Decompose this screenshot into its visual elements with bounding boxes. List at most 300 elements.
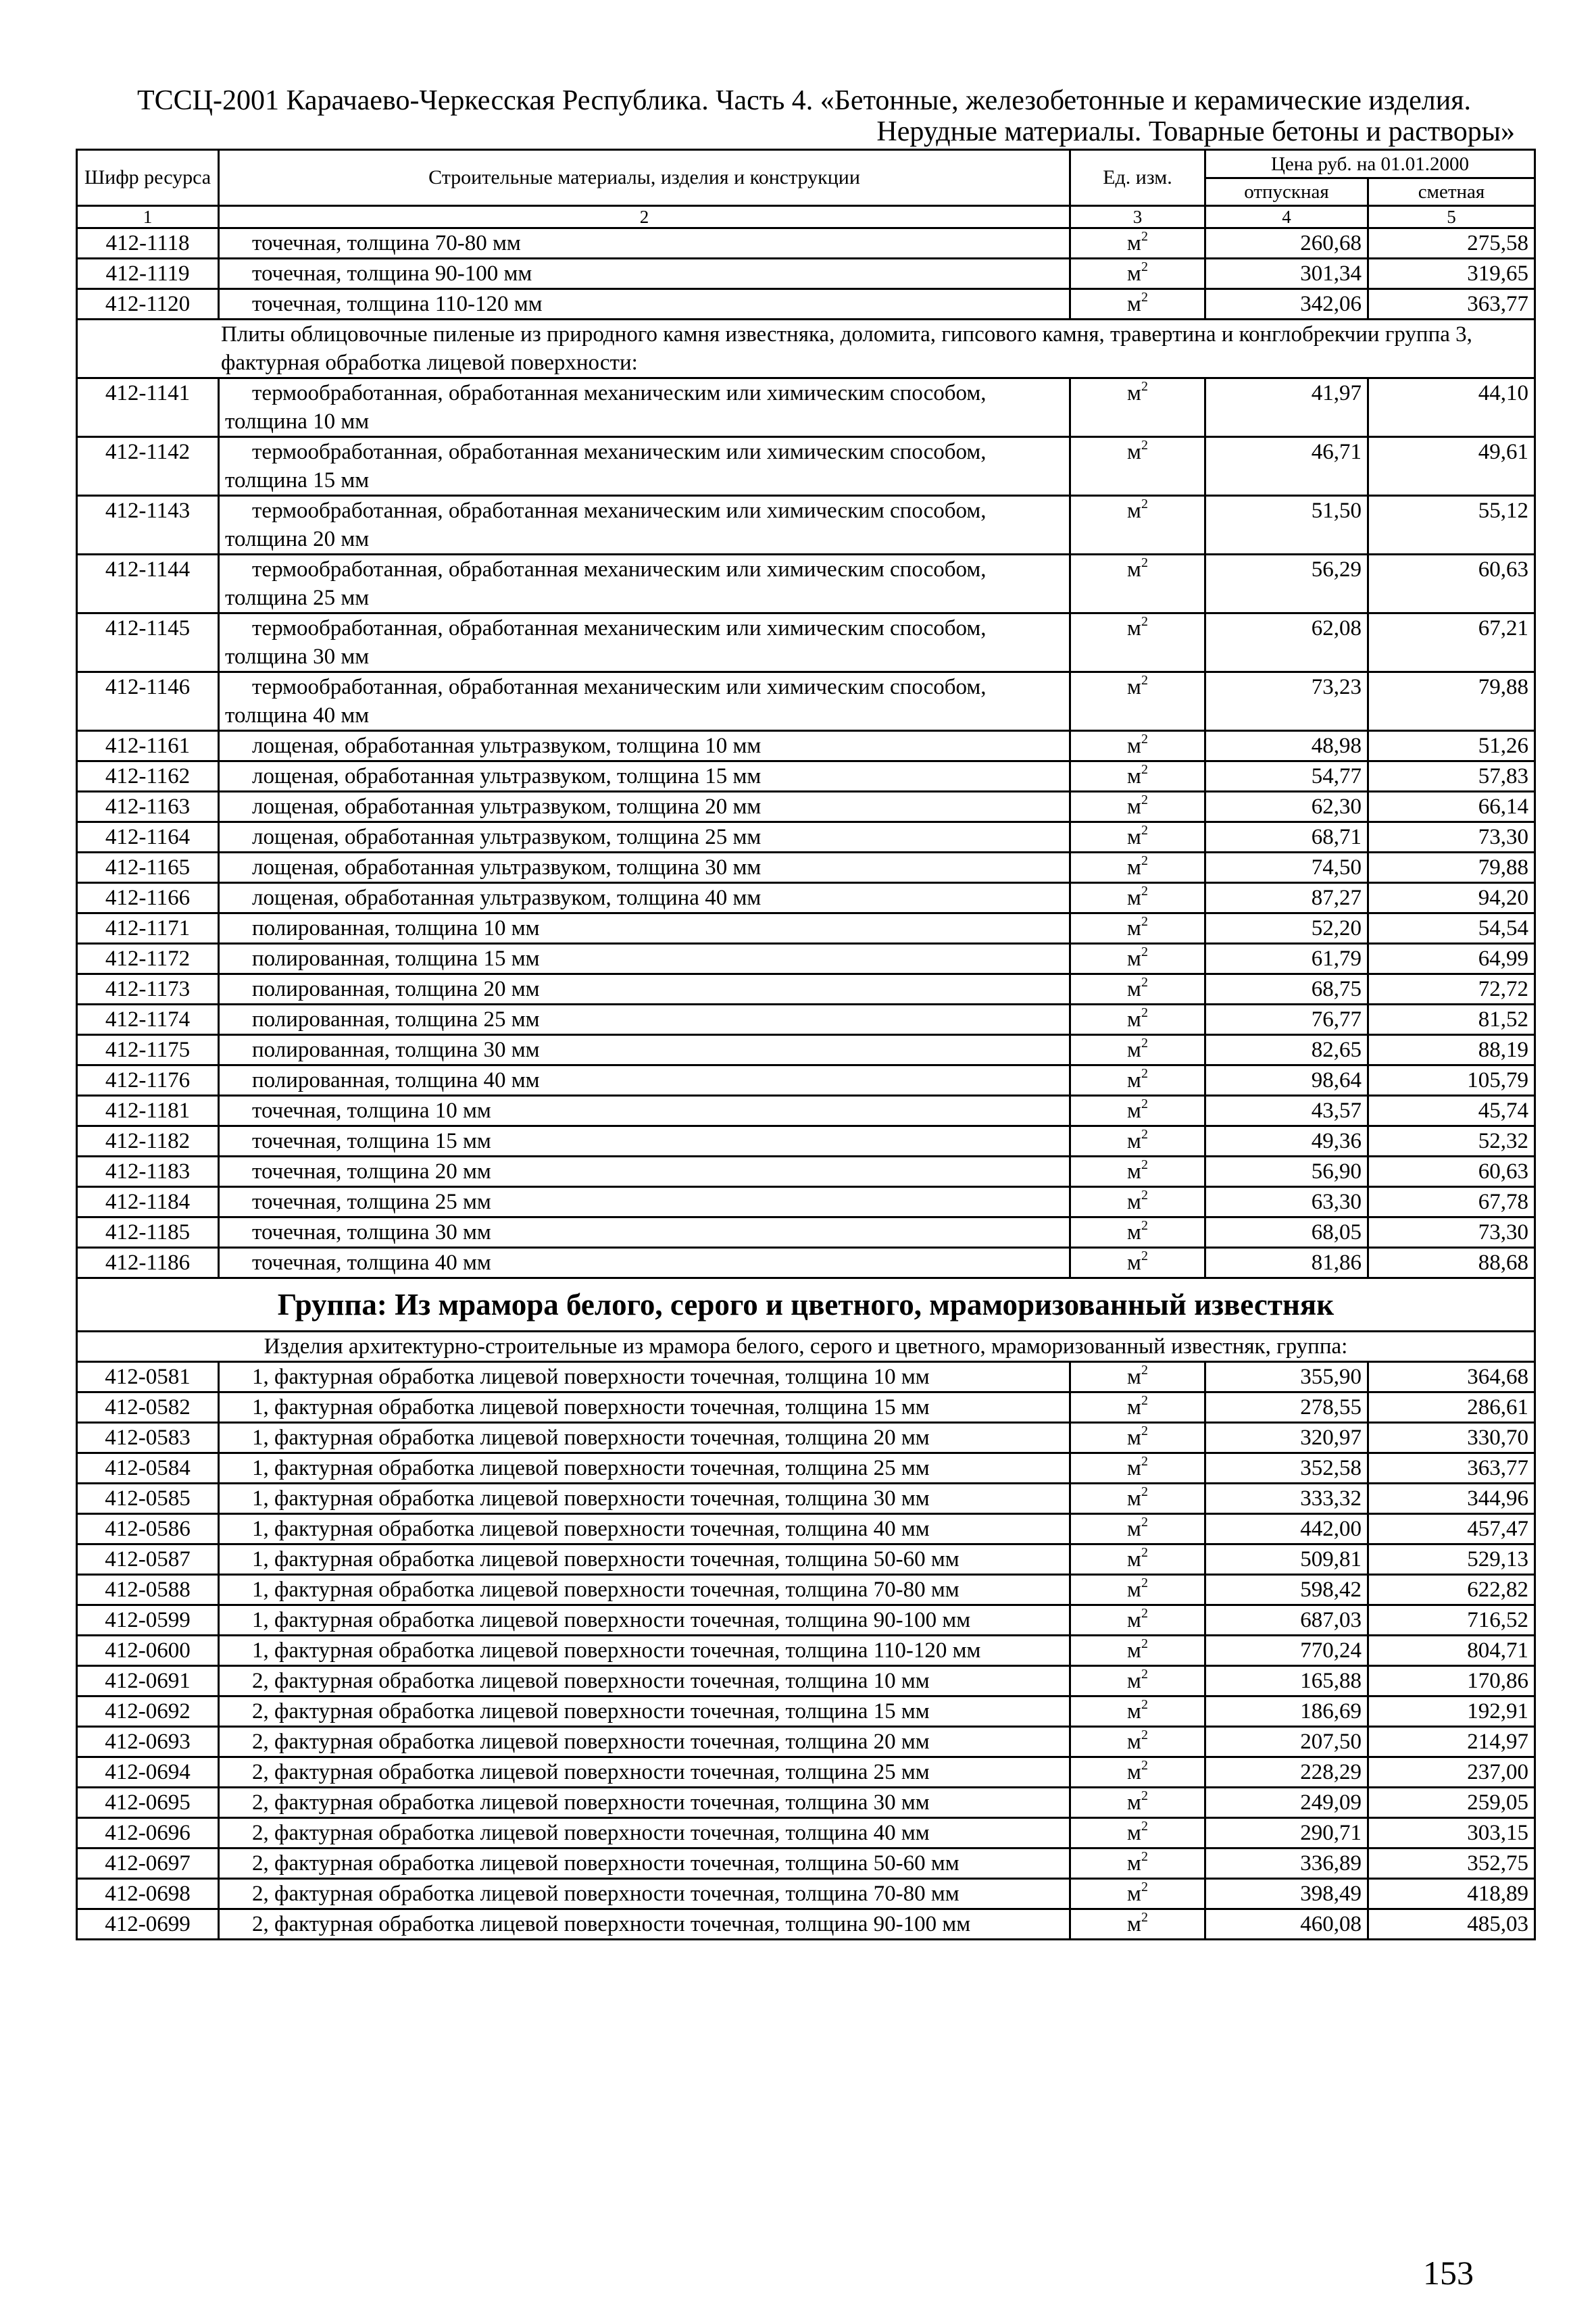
resource-code: 412-0581 [77,1362,219,1392]
material-name: 1, фактурная обработка лицевой поверхности точечная, толщина 30 мм [219,1484,1070,1514]
material-name: термообработанная, обработанная механическим или химическим способом, толщина 25 мм [219,555,1070,613]
table-row [77,1035,1535,1065]
resource-code: 412-1145 [77,613,219,672]
unit-power: 2 [1141,229,1148,244]
unit-cell [1070,1818,1205,1848]
resource-code: 412-0588 [77,1575,219,1605]
table-header-row [77,150,1535,178]
release-price: 460,08 [1205,1909,1368,1940]
header-release-price: отпускная [1205,178,1368,206]
material-name: 1, фактурная обработка лицевой поверхности точечная, толщина 10 мм [219,1362,1070,1392]
estimate-price: 259,05 [1368,1788,1535,1818]
table-row [77,761,1535,792]
resource-code: 412-1184 [77,1187,219,1217]
estimate-price: 418,89 [1368,1879,1535,1909]
unit-power: 2 [1141,259,1148,274]
material-name: 1, фактурная обработка лицевой поверхности точечная, толщина 90-100 мм [219,1605,1070,1636]
release-price: 62,08 [1205,613,1368,672]
release-price: 398,49 [1205,1879,1368,1909]
unit-text: м [1127,231,1141,255]
material-name: точечная, толщина 90-100 мм [219,259,1070,289]
unit-power: 2 [1141,379,1148,394]
material-name: 1, фактурная обработка лицевой поверхности точечная, толщина 50-60 мм [219,1544,1070,1575]
unit-text: м [1127,1129,1141,1153]
table-row [77,378,1535,437]
material-name: термообработанная, обработанная механическим или химическим способом, толщина 20 мм [219,496,1070,555]
unit-text: м [1127,1578,1141,1602]
unit-power: 2 [1141,732,1148,747]
unit-cell [1070,1636,1205,1666]
table-row [77,883,1535,913]
estimate-price: 192,91 [1368,1696,1535,1727]
estimate-price: 44,10 [1368,378,1535,437]
unit-power: 2 [1141,1127,1148,1142]
material-name: точечная, толщина 30 мм [219,1217,1070,1248]
unit-power: 2 [1141,1880,1148,1894]
header-price: Цена руб. на 01.01.2000 [1205,150,1535,178]
unit-power: 2 [1141,762,1148,777]
estimate-price: 88,68 [1368,1248,1535,1278]
unit-power: 2 [1141,1788,1148,1803]
unit-power: 2 [1141,1728,1148,1742]
unit-text: м [1127,1669,1141,1693]
table-row [77,1636,1535,1666]
unit-text: м [1127,916,1141,940]
table-row [77,1484,1535,1514]
unit-power: 2 [1141,290,1148,305]
release-price: 82,65 [1205,1035,1368,1065]
unit-cell [1070,822,1205,853]
resource-code: 412-1173 [77,974,219,1005]
table-row [77,228,1535,259]
unit-cell [1070,437,1205,496]
unit-power: 2 [1141,1036,1148,1051]
estimate-price: 485,03 [1368,1909,1535,1940]
unit-power: 2 [1141,1545,1148,1560]
unit-text: м [1127,1730,1141,1754]
resource-code: 412-1141 [77,378,219,437]
unit-cell [1070,913,1205,944]
unit-cell [1070,1879,1205,1909]
resource-code: 412-0583 [77,1423,219,1453]
material-name: 1, фактурная обработка лицевой поверхности точечная, толщина 40 мм [219,1514,1070,1544]
table-row [77,555,1535,613]
release-price: 61,79 [1205,944,1368,974]
release-price: 260,68 [1205,228,1368,259]
table-row [77,1065,1535,1096]
material-name: 1, фактурная обработка лицевой поверхности точечная, толщина 70-80 мм [219,1575,1070,1605]
unit-cell [1070,731,1205,761]
table-row [77,1453,1535,1484]
unit-power: 2 [1141,945,1148,959]
material-name: 2, фактурная обработка лицевой поверхности точечная, толщина 15 мм [219,1696,1070,1727]
unit-cell [1070,1035,1205,1065]
resource-code: 412-0586 [77,1514,219,1544]
unit-text: м [1127,1821,1141,1845]
material-name: термообработанная, обработанная механическим или химическим способом, толщина 15 мм [219,437,1070,496]
unit-power: 2 [1141,614,1148,629]
unit-power: 2 [1141,1157,1148,1172]
estimate-price: 352,75 [1368,1848,1535,1879]
table-row [77,1605,1535,1636]
price-table [76,149,1536,1940]
unit-text: м [1127,977,1141,1001]
column-number: 1 [77,206,219,228]
resource-code: 412-0600 [77,1636,219,1666]
estimate-price: 72,72 [1368,974,1535,1005]
estimate-price: 67,78 [1368,1187,1535,1217]
unit-cell [1070,1757,1205,1788]
release-price: 49,36 [1205,1126,1368,1157]
subgroup-heading: Изделия архитектурно-строительные из мрамора белого, серого и цветного, мраморизованный известняк, группа: [77,1332,1535,1362]
unit-power: 2 [1141,1097,1148,1111]
estimate-price: 55,12 [1368,496,1535,555]
unit-power: 2 [1141,555,1148,570]
material-name: полированная, толщина 20 мм [219,974,1070,1005]
material-name: лощеная, обработанная ультразвуком, толщина 20 мм [219,792,1070,822]
unit-power: 2 [1141,1005,1148,1020]
header-unit: Ед. изм. [1070,150,1205,206]
estimate-price: 457,47 [1368,1514,1535,1544]
unit-cell [1070,1666,1205,1696]
material-name: лощеная, обработанная ультразвуком, толщина 15 мм [219,761,1070,792]
material-name: полированная, толщина 25 мм [219,1005,1070,1035]
material-name: 2, фактурная обработка лицевой поверхности точечная, толщина 40 мм [219,1818,1070,1848]
release-price: 48,98 [1205,731,1368,761]
table-row [77,1757,1535,1788]
column-number: 4 [1205,206,1368,228]
unit-power: 2 [1141,1066,1148,1081]
resource-code: 412-1174 [77,1005,219,1035]
unit-cell [1070,496,1205,555]
resource-code: 412-1176 [77,1065,219,1096]
resource-code: 412-1165 [77,853,219,883]
release-price: 228,29 [1205,1757,1368,1788]
release-price: 43,57 [1205,1096,1368,1126]
material-name: полированная, толщина 10 мм [219,913,1070,944]
release-price: 342,06 [1205,289,1368,320]
unit-text: м [1127,1882,1141,1906]
table-row [77,1248,1535,1278]
table-row [77,1217,1535,1248]
release-price: 63,30 [1205,1187,1368,1217]
column-number: 2 [219,206,1070,228]
unit-power: 2 [1141,914,1148,929]
resource-code: 412-1181 [77,1096,219,1126]
unit-text: м [1127,292,1141,316]
estimate-price: 54,54 [1368,913,1535,944]
unit-text: м [1127,1608,1141,1632]
unit-power: 2 [1141,853,1148,868]
material-name: лощеная, обработанная ультразвуком, толщина 10 мм [219,731,1070,761]
unit-cell [1070,792,1205,822]
unit-cell [1070,1788,1205,1818]
release-price: 290,71 [1205,1818,1368,1848]
table-row [77,1727,1535,1757]
table-row [77,1362,1535,1392]
material-name: точечная, толщина 15 мм [219,1126,1070,1157]
unit-power: 2 [1141,1393,1148,1408]
table-row [77,1879,1535,1909]
material-name: 2, фактурная обработка лицевой поверхности точечная, толщина 50-60 мм [219,1848,1070,1879]
header-estimate-price: сметная [1368,178,1535,206]
document-title-line-1: ТССЦ-2001 Карачаево-Черкесская Республика. Часть 4. «Бетонные, железобетонные и керамические изделия. [136,85,1472,116]
estimate-price: 45,74 [1368,1096,1535,1126]
release-price: 355,90 [1205,1362,1368,1392]
estimate-price: 64,99 [1368,944,1535,974]
unit-text: м [1127,1159,1141,1184]
resource-code: 412-1166 [77,883,219,913]
resource-code: 412-1182 [77,1126,219,1157]
resource-code: 412-1175 [77,1035,219,1065]
resource-code: 412-1183 [77,1157,219,1187]
unit-cell [1070,555,1205,613]
estimate-price: 94,20 [1368,883,1535,913]
unit-power: 2 [1141,823,1148,838]
resource-code: 412-1163 [77,792,219,822]
resource-code: 412-0584 [77,1453,219,1484]
estimate-price: 49,61 [1368,437,1535,496]
table-row [77,792,1535,822]
release-price: 52,20 [1205,913,1368,944]
table-row [77,731,1535,761]
unit-cell [1070,1157,1205,1187]
unit-cell [1070,1217,1205,1248]
estimate-price: 622,82 [1368,1575,1535,1605]
unit-text: м [1127,616,1141,640]
unit-text: м [1127,1426,1141,1450]
table-row [77,672,1535,731]
resource-code: 412-0698 [77,1879,219,1909]
table-row [77,1392,1535,1423]
estimate-price: 60,63 [1368,555,1535,613]
resource-code: 412-1162 [77,761,219,792]
release-price: 46,71 [1205,437,1368,496]
unit-text: м [1127,1190,1141,1214]
unit-cell [1070,883,1205,913]
material-name: термообработанная, обработанная механическим или химическим способом, толщина 40 мм [219,672,1070,731]
unit-power: 2 [1141,1819,1148,1834]
unit-power: 2 [1141,1667,1148,1682]
resource-code: 412-1143 [77,496,219,555]
table-row [77,289,1535,320]
release-price: 68,71 [1205,822,1368,853]
table-row [77,259,1535,289]
unit-text: м [1127,440,1141,464]
unit-power: 2 [1141,1454,1148,1469]
estimate-price: 529,13 [1368,1544,1535,1575]
unit-cell [1070,1096,1205,1126]
unit-text: м [1127,1851,1141,1876]
material-name: 2, фактурная обработка лицевой поверхности точечная, толщина 25 мм [219,1757,1070,1788]
estimate-price: 57,83 [1368,761,1535,792]
unit-text: м [1127,947,1141,971]
resource-code: 412-0693 [77,1727,219,1757]
release-price: 352,58 [1205,1453,1368,1484]
page-number: 153 [1423,2254,1474,2292]
estimate-price: 344,96 [1368,1484,1535,1514]
resource-code: 412-1118 [77,228,219,259]
material-name: 2, фактурная обработка лицевой поверхности точечная, толщина 30 мм [219,1788,1070,1818]
unit-power: 2 [1141,1363,1148,1378]
release-price: 207,50 [1205,1727,1368,1757]
resource-code: 412-0585 [77,1484,219,1514]
estimate-price: 79,88 [1368,853,1535,883]
material-name: 2, фактурная обработка лицевой поверхности точечная, толщина 70-80 мм [219,1879,1070,1909]
resource-code: 412-1144 [77,555,219,613]
unit-cell [1070,289,1205,320]
section-heading: Плиты облицовочные пиленые из природного камня известняка, доломита, гипсового камня, травертина и конглобрекчии группа 3, фактурная обработка лицевой поверхности: [77,320,1535,378]
table-row [77,1096,1535,1126]
unit-cell [1070,1514,1205,1544]
unit-power: 2 [1141,1249,1148,1263]
estimate-price: 66,14 [1368,792,1535,822]
unit-cell [1070,1605,1205,1636]
table-row [77,1666,1535,1696]
release-price: 320,97 [1205,1423,1368,1453]
estimate-price: 73,30 [1368,822,1535,853]
table-row [77,1514,1535,1544]
unit-text: м [1127,557,1141,582]
unit-text: м [1127,1699,1141,1724]
unit-power: 2 [1141,1484,1148,1499]
release-price: 51,50 [1205,496,1368,555]
resource-code: 412-1164 [77,822,219,853]
release-price: 76,77 [1205,1005,1368,1035]
unit-text: м [1127,825,1141,849]
resource-code: 412-1142 [77,437,219,496]
unit-text: м [1127,1638,1141,1663]
resource-code: 412-1119 [77,259,219,289]
release-price: 54,77 [1205,761,1368,792]
unit-cell [1070,378,1205,437]
estimate-price: 363,77 [1368,1453,1535,1484]
release-price: 598,42 [1205,1575,1368,1605]
release-price: 509,81 [1205,1544,1368,1575]
table-body [77,228,1535,1940]
group-heading-row [77,1278,1535,1332]
estimate-price: 60,63 [1368,1157,1535,1187]
column-number: 3 [1070,206,1205,228]
material-name: точечная, толщина 25 мм [219,1187,1070,1217]
unit-text: м [1127,734,1141,758]
material-name: 1, фактурная обработка лицевой поверхности точечная, толщина 25 мм [219,1453,1070,1484]
resource-code: 412-1171 [77,913,219,944]
release-price: 98,64 [1205,1065,1368,1096]
unit-cell [1070,259,1205,289]
unit-power: 2 [1141,1849,1148,1864]
unit-text: м [1127,1486,1141,1511]
release-price: 165,88 [1205,1666,1368,1696]
estimate-price: 804,71 [1368,1636,1535,1666]
material-name: термообработанная, обработанная механическим или химическим способом, толщина 30 мм [219,613,1070,672]
document-title-line-2: Нерудные материалы. Товарные бетоны и растворы» [876,116,1515,147]
estimate-price: 73,30 [1368,1217,1535,1248]
unit-text: м [1127,764,1141,788]
resource-code: 412-0582 [77,1392,219,1423]
unit-cell [1070,1544,1205,1575]
table-row [77,1696,1535,1727]
estimate-price: 319,65 [1368,259,1535,289]
material-name: лощеная, обработанная ультразвуком, толщина 40 мм [219,883,1070,913]
estimate-price: 214,97 [1368,1727,1535,1757]
unit-cell [1070,1727,1205,1757]
resource-code: 412-1185 [77,1217,219,1248]
material-name: точечная, толщина 40 мм [219,1248,1070,1278]
estimate-price: 237,00 [1368,1757,1535,1788]
section-heading-row [77,320,1535,378]
unit-power: 2 [1141,438,1148,453]
resource-code: 412-1172 [77,944,219,974]
release-price: 333,32 [1205,1484,1368,1514]
unit-cell [1070,1423,1205,1453]
estimate-price: 52,32 [1368,1126,1535,1157]
table-row [77,1788,1535,1818]
unit-power: 2 [1141,1758,1148,1773]
material-name: лощеная, обработанная ультразвуком, толщина 25 мм [219,822,1070,853]
release-price: 74,50 [1205,853,1368,883]
release-price: 62,30 [1205,792,1368,822]
estimate-price: 330,70 [1368,1423,1535,1453]
unit-text: м [1127,855,1141,880]
table-row [77,913,1535,944]
subgroup-heading-row [77,1332,1535,1362]
unit-cell [1070,1362,1205,1392]
release-price: 56,90 [1205,1157,1368,1187]
unit-cell [1070,853,1205,883]
material-name: точечная, толщина 110-120 мм [219,289,1070,320]
unit-text: м [1127,1760,1141,1784]
unit-power: 2 [1141,1910,1148,1925]
unit-text: м [1127,261,1141,286]
material-name: лощеная, обработанная ультразвуком, толщина 30 мм [219,853,1070,883]
unit-cell [1070,1453,1205,1484]
resource-code: 412-0699 [77,1909,219,1940]
group-heading: Группа: Из мрамора белого, серого и цветного, мраморизованный известняк [77,1278,1535,1332]
unit-text: м [1127,1395,1141,1419]
material-name: 1, фактурная обработка лицевой поверхности точечная, толщина 15 мм [219,1392,1070,1423]
column-number: 5 [1368,206,1535,228]
release-price: 301,34 [1205,259,1368,289]
resource-code: 412-0697 [77,1848,219,1879]
material-name: точечная, толщина 70-80 мм [219,228,1070,259]
estimate-price: 88,19 [1368,1035,1535,1065]
unit-power: 2 [1141,975,1148,990]
unit-cell [1070,1848,1205,1879]
release-price: 73,23 [1205,672,1368,731]
table-row [77,1544,1535,1575]
table-row [77,853,1535,883]
resource-code: 412-0587 [77,1544,219,1575]
unit-cell [1070,1248,1205,1278]
unit-text: м [1127,1251,1141,1275]
unit-power: 2 [1141,793,1148,807]
estimate-price: 286,61 [1368,1392,1535,1423]
unit-text: м [1127,1365,1141,1389]
release-price: 687,03 [1205,1605,1368,1636]
resource-code: 412-0696 [77,1818,219,1848]
resource-code: 412-1161 [77,731,219,761]
resource-code: 412-0692 [77,1696,219,1727]
resource-code: 412-0691 [77,1666,219,1696]
unit-cell [1070,228,1205,259]
unit-cell [1070,1575,1205,1605]
unit-power: 2 [1141,1188,1148,1203]
unit-text: м [1127,1068,1141,1092]
unit-text: м [1127,1456,1141,1480]
estimate-price: 364,68 [1368,1362,1535,1392]
resource-code: 412-1120 [77,289,219,320]
